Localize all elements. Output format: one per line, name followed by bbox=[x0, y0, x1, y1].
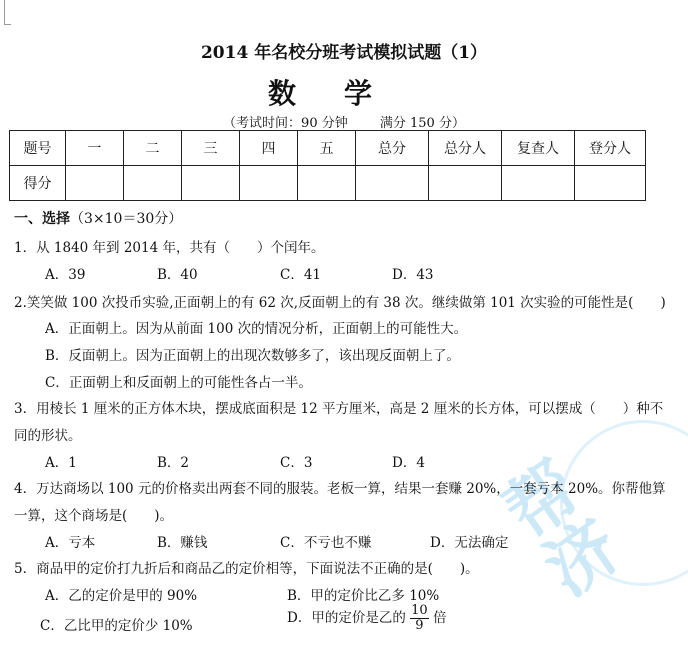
option-d-suffix: 倍 bbox=[432, 610, 447, 626]
score-table-score-row bbox=[10, 166, 646, 201]
option-b: B．反面朝上。因为正面朝上的出现次数够多了，该出现反面朝上了。 bbox=[45, 348, 460, 364]
option-d bbox=[287, 604, 446, 633]
option-b: B．2 bbox=[157, 455, 190, 471]
score-cell[interactable] bbox=[429, 166, 502, 201]
table-header-cell: 四 bbox=[240, 131, 298, 166]
full-score: 满分 150 分） bbox=[379, 116, 465, 131]
table-header-cell: 复查人 bbox=[502, 131, 575, 166]
option-a: A．39 bbox=[45, 267, 86, 283]
table-header-cell: 三 bbox=[182, 131, 240, 166]
watermark-arc bbox=[560, 420, 688, 586]
score-cell[interactable] bbox=[502, 166, 575, 201]
table-header-cell: 登分人 bbox=[575, 131, 646, 166]
option-c: C．3 bbox=[280, 455, 313, 471]
question-stem-cont: 一算，这个商场是( )。 bbox=[14, 508, 174, 524]
watermark: 帮 济 bbox=[489, 446, 635, 612]
score-cell[interactable] bbox=[182, 166, 240, 201]
score-cell[interactable] bbox=[356, 166, 429, 201]
score-cell[interactable] bbox=[240, 166, 298, 201]
option-a: A．亏本 bbox=[45, 535, 96, 551]
table-header-cell: 一 bbox=[66, 131, 124, 166]
table-header-cell: 二 bbox=[124, 131, 182, 166]
exam-title: 2014 年名校分班考试模拟试题（1） bbox=[200, 43, 488, 63]
option-c: C．不亏也不赚 bbox=[280, 535, 372, 551]
score-cell[interactable] bbox=[298, 166, 356, 201]
option-a: A．乙的定价是甲的 90% bbox=[45, 588, 198, 604]
score-cell[interactable] bbox=[575, 166, 646, 201]
option-c: C．乙比甲的定价少 10% bbox=[40, 618, 193, 634]
fraction bbox=[410, 604, 429, 633]
fraction-numerator: 10 bbox=[411, 603, 428, 618]
score-cell[interactable] bbox=[66, 166, 124, 201]
question-stem: 2.笑笑做 100 次投币实验,正面朝上的有 62 次,反面朝上的有 38 次。继续做第 101 次实验的可能性是( ) bbox=[14, 295, 666, 311]
page-corner-marker bbox=[4, 0, 11, 25]
option-c: C．41 bbox=[280, 267, 322, 283]
table-header-cell: 总分 bbox=[356, 131, 429, 166]
option-b: B．甲的定价比乙多 10% bbox=[287, 588, 440, 604]
exam-time: （考试时间：90 分钟 bbox=[223, 116, 348, 131]
table-header-cell: 总分人 bbox=[429, 131, 502, 166]
question-stem: 3．用棱长 1 厘米的正方体木块，摆成底面积是 12 平方厘米，高是 2 厘米的长方体，可以摆成（ ）种不 bbox=[14, 401, 664, 417]
option-a: A．1 bbox=[45, 455, 77, 471]
option-b: B．赚钱 bbox=[157, 535, 208, 551]
table-header-cell: 题号 bbox=[10, 131, 66, 166]
question-stem: 5．商品甲的定价打九折后和商品乙的定价相等，下面说法不正确的是( )。 bbox=[14, 561, 479, 577]
table-header-cell: 五 bbox=[298, 131, 356, 166]
subject-heading: 数学 bbox=[267, 77, 420, 110]
option-a: A．正面朝上。因为从前面 100 次的情况分析，正面朝上的可能性大。 bbox=[45, 321, 468, 337]
fraction-denominator: 9 bbox=[415, 618, 424, 633]
option-d: D．4 bbox=[392, 455, 425, 471]
option-d: D．无法确定 bbox=[430, 535, 509, 551]
question-stem: 4．万达商场以 100 元的价格卖出两套不同的服装。老板一算，结果一套赚 20%，一套亏本 20%。你帮他算 bbox=[14, 481, 666, 497]
option-d-text: D．甲的定价是乙的 bbox=[287, 610, 406, 626]
section-score: （3×10＝30分） bbox=[70, 211, 183, 227]
option-c: C．正面朝上和反面朝上的可能性各占一半。 bbox=[45, 375, 312, 391]
score-cell[interactable] bbox=[124, 166, 182, 201]
exam-info bbox=[0, 112, 688, 131]
question-stem: 1．从 1840 年到 2014 年，共有（ ）个闰年。 bbox=[14, 240, 325, 256]
section-title: 一、选择 bbox=[14, 211, 70, 227]
table-row-label: 得分 bbox=[10, 166, 66, 201]
question-stem-cont: 同的形状。 bbox=[14, 428, 82, 444]
score-table bbox=[9, 130, 646, 201]
option-b: B．40 bbox=[157, 267, 198, 283]
score-table-header-row bbox=[10, 131, 646, 166]
option-d: D．43 bbox=[392, 267, 434, 283]
section-heading bbox=[14, 208, 182, 228]
